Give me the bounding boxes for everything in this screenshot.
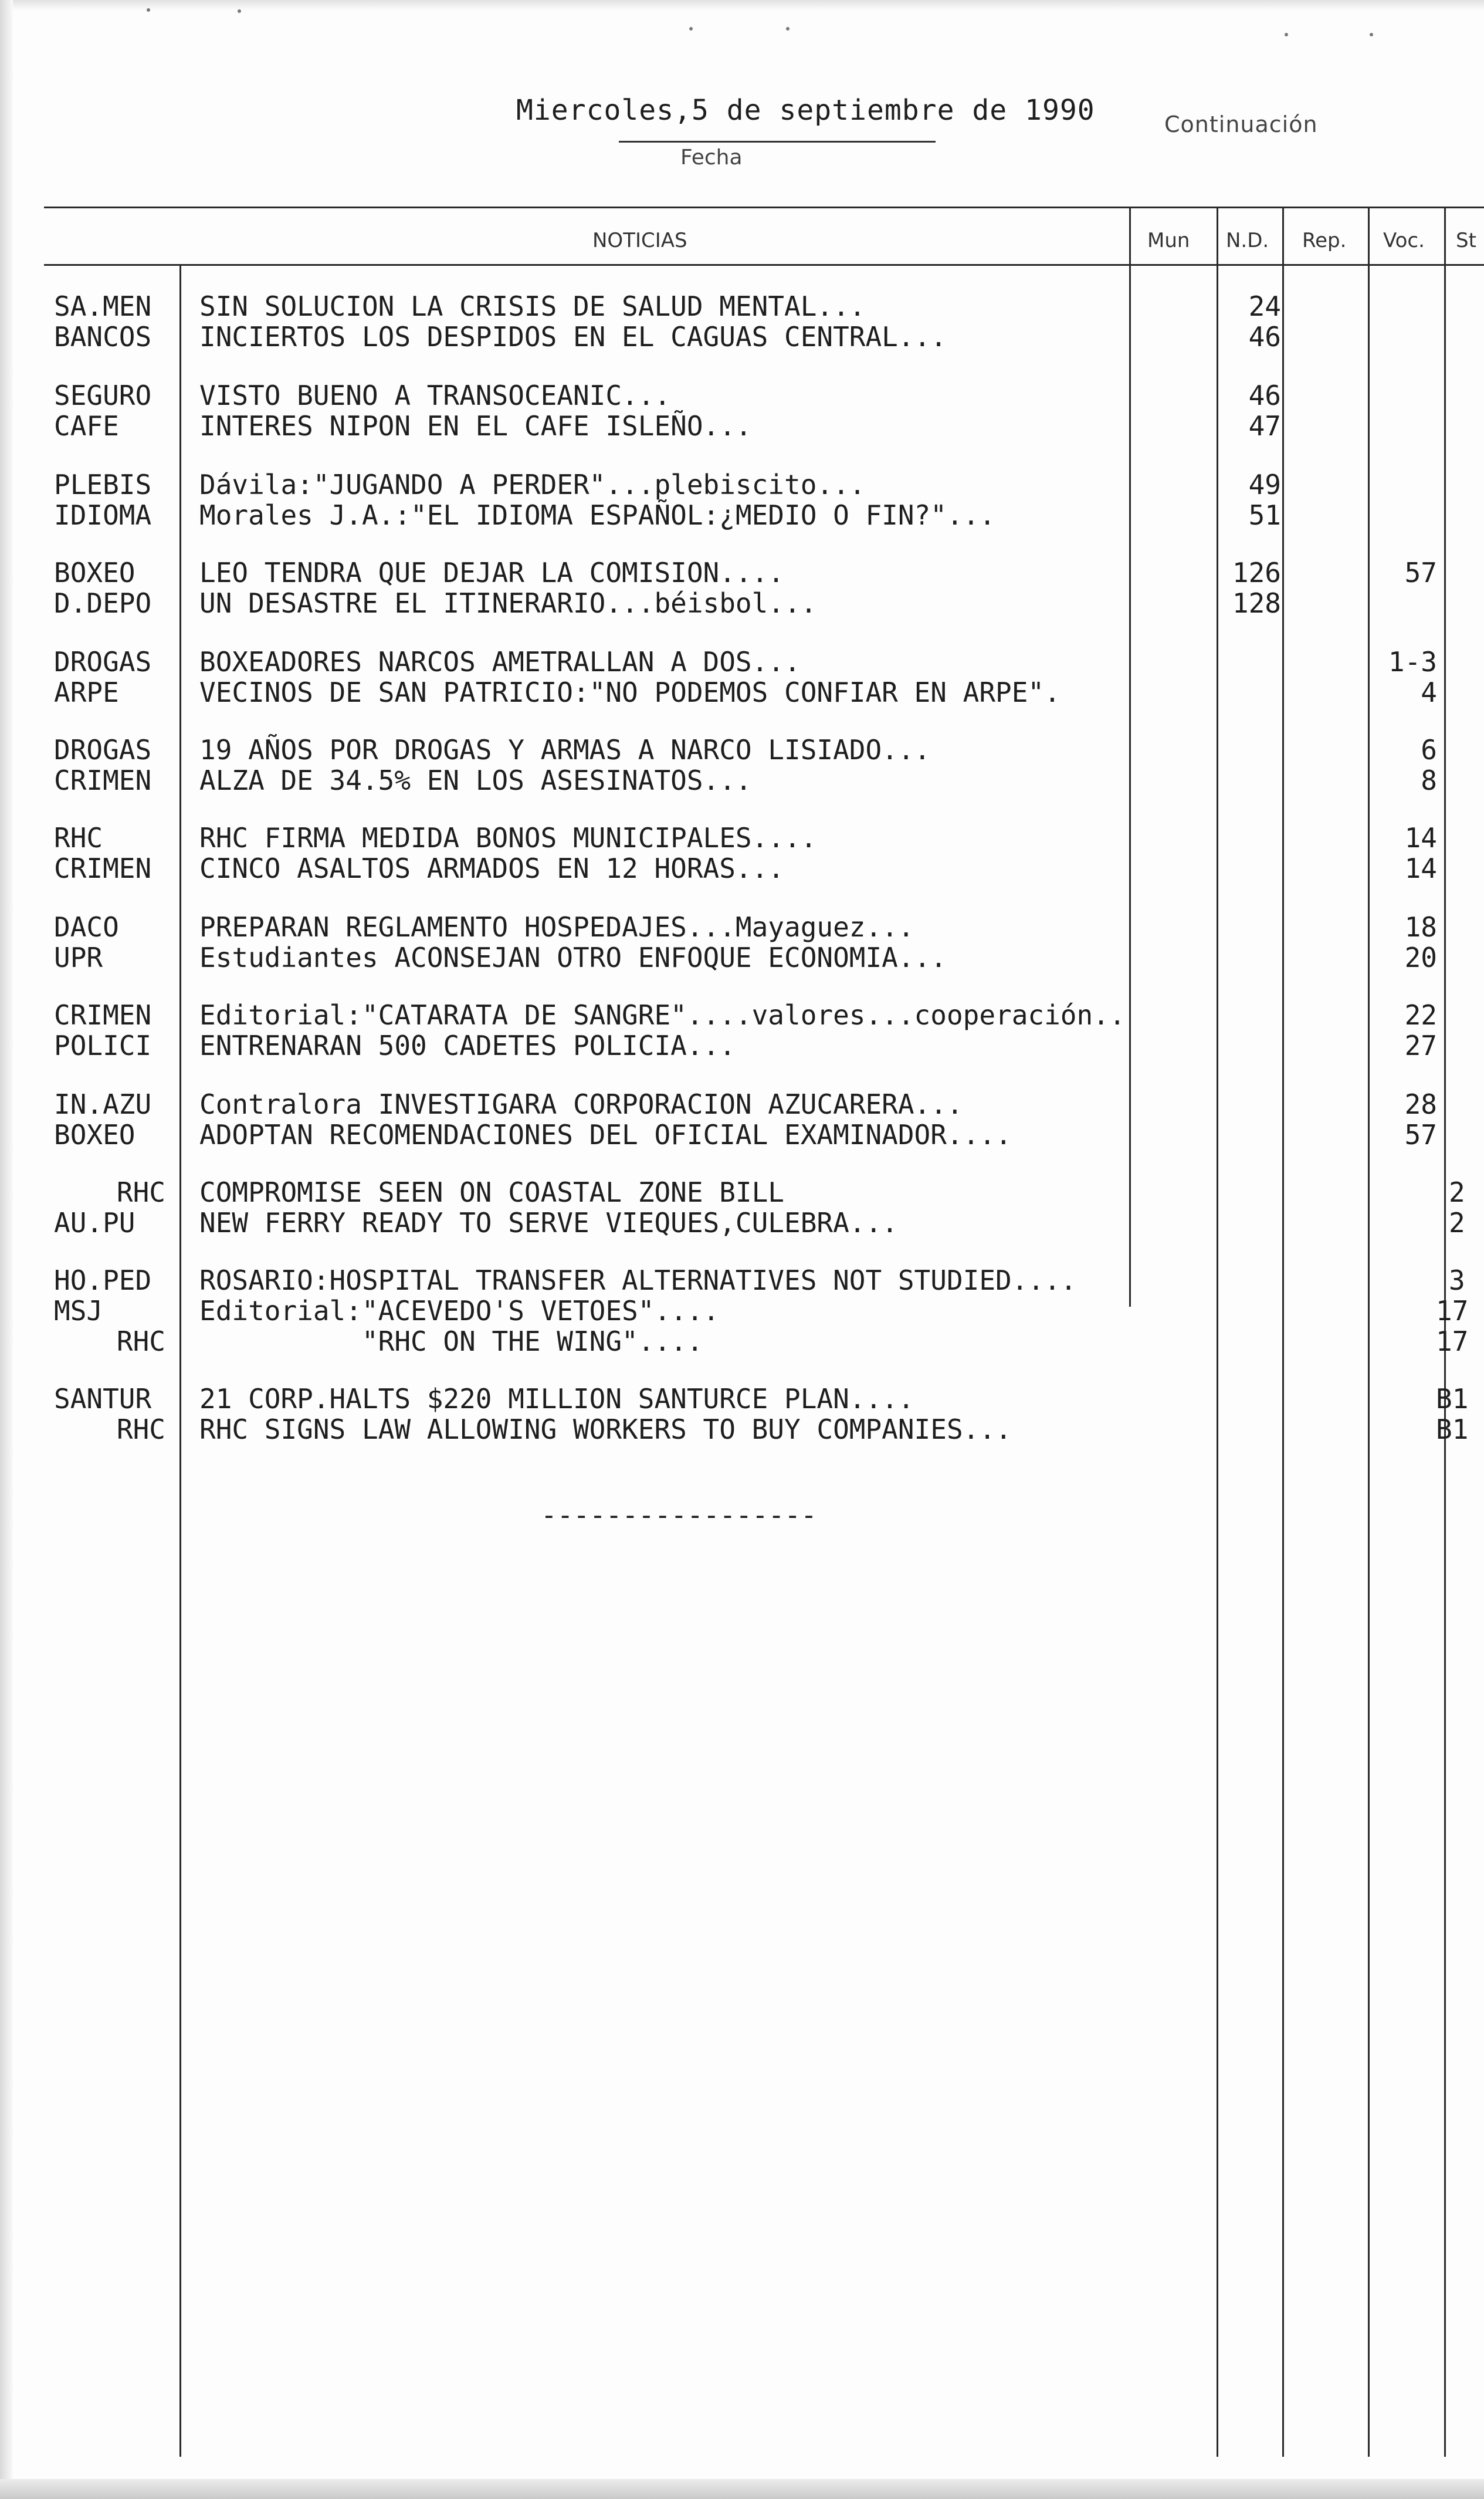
row-category: UPR — [54, 942, 103, 973]
column-header-nd: N.D. — [1226, 229, 1269, 252]
row-category: DACO — [54, 911, 119, 943]
row-st: 17 — [1436, 1295, 1469, 1327]
row-category: POLICI — [54, 1030, 152, 1061]
row-category: HO.PED — [54, 1264, 152, 1296]
table-row — [0, 380, 1484, 411]
header-underline — [619, 141, 936, 143]
row-headline: UN DESASTRE EL ITINERARIO...béisbol... — [199, 587, 817, 619]
row-headline: Morales J.A.:"EL IDIOMA ESPAÑOL:¿MEDIO O FIN?"... — [199, 499, 996, 531]
row-voc: 20 — [1404, 942, 1437, 973]
row-headline: COMPROMISE SEEN ON COASTAL ZONE BILL — [199, 1176, 784, 1208]
scan-speck — [786, 27, 790, 31]
scan-speck — [1370, 33, 1373, 36]
row-headline: Editorial:"CATARATA DE SANGRE"....valores...cooperación.. — [199, 999, 1126, 1031]
row-headline: Dávila:"JUGANDO A PERDER"...plebiscito... — [199, 469, 866, 501]
row-category: PLEBIS — [54, 469, 152, 501]
row-nd: 46 — [1248, 380, 1281, 411]
column-header-noticias: NOTICIAS — [592, 229, 687, 252]
row-nd: 49 — [1248, 469, 1281, 501]
row-headline: BOXEADORES NARCOS AMETRALLAN A DOS... — [199, 646, 801, 678]
table-row — [0, 823, 1484, 853]
table-row — [0, 1089, 1484, 1120]
table-row — [0, 677, 1484, 708]
row-headline: Contralora INVESTIGARA CORPORACION AZUCARERA... — [199, 1088, 963, 1120]
row-voc: 8 — [1421, 765, 1437, 796]
row-nd: 24 — [1248, 290, 1281, 322]
table-row — [0, 1414, 1484, 1445]
row-st: 3 — [1449, 1264, 1465, 1296]
row-headline: "RHC ON THE WING".... — [199, 1325, 703, 1357]
table-row — [0, 1177, 1484, 1208]
table-header-rule — [44, 264, 1484, 266]
row-st: B1 — [1436, 1413, 1469, 1445]
row-nd: 46 — [1248, 321, 1281, 353]
row-category: BOXEO — [54, 557, 135, 589]
column-header-voc: Voc. — [1383, 229, 1425, 252]
table-row — [0, 1208, 1484, 1238]
row-voc: 57 — [1404, 1119, 1437, 1151]
table-row — [0, 853, 1484, 884]
row-headline: SIN SOLUCION LA CRISIS DE SALUD MENTAL... — [199, 290, 866, 322]
table-row — [0, 1326, 1484, 1357]
table-row — [0, 1384, 1484, 1414]
row-category: CRIMEN — [54, 853, 152, 884]
header-date: Miercoles,5 de septiembre de 1990 — [516, 94, 1095, 127]
row-headline: 21 CORP.HALTS $220 MILLION SANTURCE PLAN.... — [199, 1383, 914, 1415]
row-st: B1 — [1436, 1383, 1469, 1415]
row-st: 2 — [1449, 1207, 1465, 1239]
table-row — [0, 322, 1484, 352]
row-category: CAFE — [54, 410, 119, 442]
table-row — [0, 411, 1484, 441]
row-nd: 51 — [1248, 499, 1281, 531]
row-voc: 14 — [1404, 853, 1437, 884]
table-top-rule — [44, 207, 1484, 208]
row-category: BANCOS — [54, 321, 152, 353]
row-voc: 22 — [1404, 999, 1437, 1031]
table-row — [0, 735, 1484, 765]
table-row — [0, 1000, 1484, 1030]
row-voc: 28 — [1404, 1088, 1437, 1120]
table-row — [0, 588, 1484, 618]
row-headline: VISTO BUENO A TRANSOCEANIC... — [199, 380, 671, 411]
column-header-mun: Mun — [1147, 229, 1190, 252]
row-category: AU.PU — [54, 1207, 135, 1239]
row-headline: CINCO ASALTOS ARMADOS EN 12 HORAS... — [199, 853, 784, 884]
row-voc: 18 — [1404, 911, 1437, 943]
row-headline: ENTRENARAN 500 CADETES POLICIA... — [199, 1030, 736, 1061]
row-headline: LEO TENDRA QUE DEJAR LA COMISION.... — [199, 557, 784, 589]
table-row — [0, 942, 1484, 973]
row-headline: Estudiantes ACONSEJAN OTRO ENFOQUE ECONOMIA... — [199, 942, 947, 973]
row-category: RHC — [116, 1413, 165, 1445]
row-category: ARPE — [54, 677, 119, 708]
scan-edge-left — [0, 0, 13, 2499]
table-row — [0, 765, 1484, 796]
header-continuation: Continuación — [1164, 111, 1318, 137]
row-category: RHC — [116, 1325, 165, 1357]
row-category: DROGAS — [54, 734, 152, 766]
column-header-st: St — [1456, 229, 1476, 252]
scan-speck — [1285, 33, 1288, 36]
header-date-label: Fecha — [680, 146, 743, 170]
row-headline: ROSARIO:HOSPITAL TRANSFER ALTERNATIVES NOT STUDIED.... — [199, 1264, 1077, 1296]
row-voc: 1-3 — [1388, 646, 1437, 678]
scan-speck — [147, 8, 150, 12]
table-row — [0, 912, 1484, 942]
row-nd: 128 — [1232, 587, 1281, 619]
row-headline: PREPARAN REGLAMENTO HOSPEDAJES...Mayaguez... — [199, 911, 914, 943]
scan-speck — [689, 27, 693, 31]
row-headline: ADOPTAN RECOMENDACIONES DEL OFICIAL EXAMINADOR.... — [199, 1119, 1012, 1151]
row-headline: VECINOS DE SAN PATRICIO:"NO PODEMOS CONFIAR EN ARPE". — [199, 677, 1061, 708]
scan-edge-bottom — [0, 2479, 1484, 2499]
row-headline: Editorial:"ACEVEDO'S VETOES".... — [199, 1295, 720, 1327]
table-row — [0, 291, 1484, 322]
row-headline: INTERES NIPON EN EL CAFE ISLEÑO... — [199, 410, 752, 442]
row-voc: 14 — [1404, 822, 1437, 854]
row-category: DROGAS — [54, 646, 152, 678]
row-category: RHC — [116, 1176, 165, 1208]
scan-speck — [238, 9, 241, 13]
scan-edge-top — [0, 0, 1484, 11]
row-headline: ALZA DE 34.5% EN LOS ASESINATOS... — [199, 765, 752, 796]
row-category: MSJ — [54, 1295, 103, 1327]
row-voc: 27 — [1404, 1030, 1437, 1061]
table-row — [0, 500, 1484, 530]
row-headline: RHC SIGNS LAW ALLOWING WORKERS TO BUY COMPANIES... — [199, 1413, 1012, 1445]
row-nd: 47 — [1248, 410, 1281, 442]
column-header-rep: Rep. — [1302, 229, 1347, 252]
table-row — [0, 557, 1484, 588]
row-voc: 57 — [1404, 557, 1437, 589]
row-category: IN.AZU — [54, 1088, 152, 1120]
table-row — [0, 1120, 1484, 1150]
row-category: BOXEO — [54, 1119, 135, 1151]
row-st: 17 — [1436, 1325, 1469, 1357]
row-category: SANTUR — [54, 1383, 152, 1415]
end-of-list-separator: ----------------- — [541, 1499, 817, 1531]
row-category: CRIMEN — [54, 999, 152, 1031]
table-row — [0, 469, 1484, 500]
row-category: SA.MEN — [54, 290, 152, 322]
row-headline: RHC FIRMA MEDIDA BONOS MUNICIPALES.... — [199, 822, 817, 854]
row-headline: 19 AÑOS POR DROGAS Y ARMAS A NARCO LISIADO... — [199, 734, 931, 766]
table-row — [0, 1265, 1484, 1296]
row-nd: 126 — [1232, 557, 1281, 589]
row-category: SEGURO — [54, 380, 152, 411]
row-voc: 4 — [1421, 677, 1437, 708]
table-row — [0, 1030, 1484, 1061]
row-category: D.DEPO — [54, 587, 152, 619]
row-st: 2 — [1449, 1176, 1465, 1208]
table-row — [0, 1296, 1484, 1326]
row-headline: INCIERTOS LOS DESPIDOS EN EL CAGUAS CENTRAL... — [199, 321, 947, 353]
row-voc: 6 — [1421, 734, 1437, 766]
row-category: RHC — [54, 822, 103, 854]
table-row — [0, 647, 1484, 677]
row-category: IDIOMA — [54, 499, 152, 531]
row-category: CRIMEN — [54, 765, 152, 796]
row-headline: NEW FERRY READY TO SERVE VIEQUES,CULEBRA... — [199, 1207, 898, 1239]
